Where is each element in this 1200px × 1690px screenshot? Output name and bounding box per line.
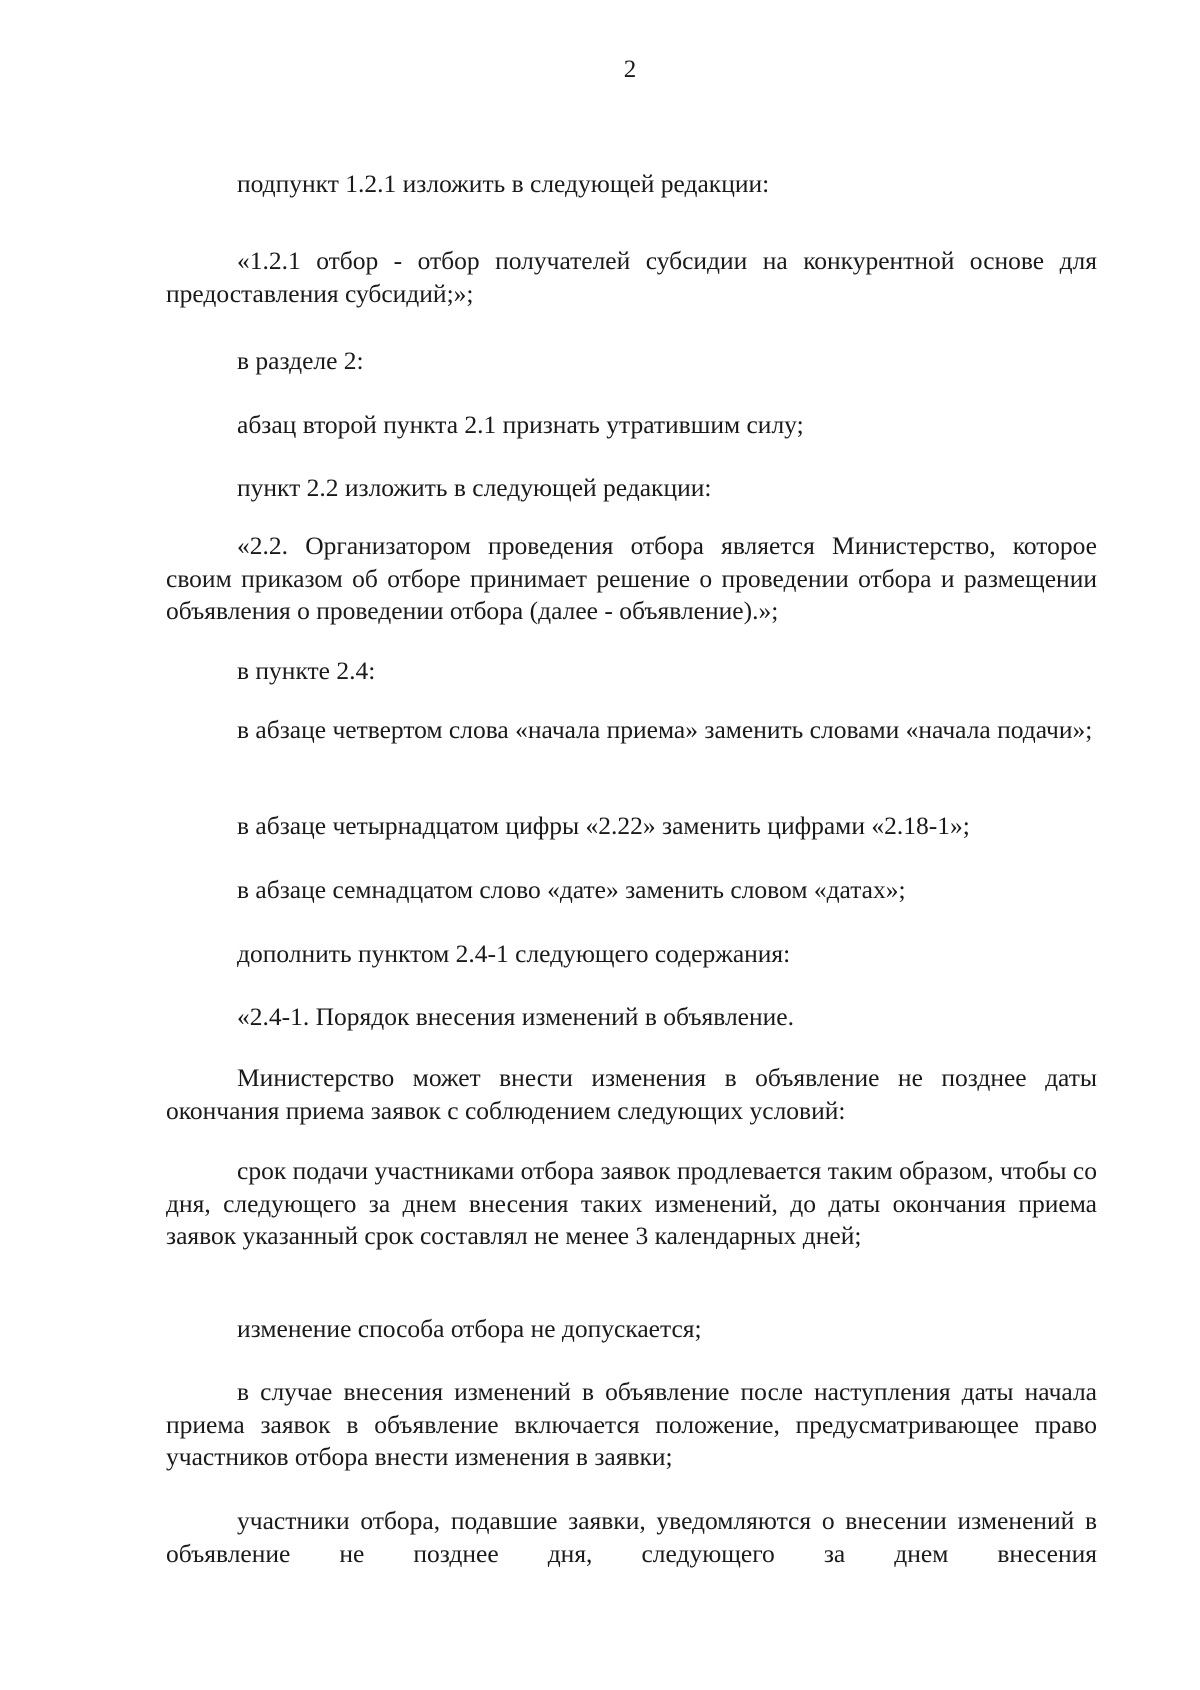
paragraph-10: в абзаце семнадцатом слово «дате» заменить словом «датах»; [237, 875, 906, 904]
paragraph-4: абзац второй пункта 2.1 признать утратившим силу; [237, 410, 804, 439]
paragraph-15: изменение способа отбора не допускается; [237, 1314, 702, 1343]
paragraph-11: дополнить пунктом 2.4-1 следующего содержания: [237, 939, 791, 968]
paragraph-6: «2.2. Организатором проведения отбора является Министерство, которое своим приказом об отборе принимает решение о проведении отбора и размещении объявления о проведении отбора (далее - объявление).»; [166, 531, 1097, 625]
paragraph-5: пункт 2.2 изложить в следующей редакции: [237, 473, 712, 502]
paragraph-8: в абзаце четвертом слова «начала приема» заменить словами «начала подачи»; [237, 715, 1093, 744]
paragraph-2: «1.2.1 отбор - отбор получателей субсидии на конкурентной основе для предоставления субсидий;»; [166, 246, 1097, 308]
paragraph-14: срок подачи участниками отбора заявок продлевается таким образом, чтобы со дня, следующего за днем внесения таких изменений, до даты окончания приема заявок указанный срок составлял не менее 3 календарных дней; [166, 1156, 1097, 1250]
paragraph-7: в пункте 2.4: [237, 656, 376, 685]
paragraph-3: в разделе 2: [237, 346, 364, 375]
paragraph-12: «2.4-1. Порядок внесения изменений в объявление. [237, 1002, 794, 1031]
paragraph-1: подпункт 1.2.1 изложить в следующей редакции: [237, 169, 770, 198]
page-number: 2 [623, 56, 637, 83]
paragraph-13: Министерство может внести изменения в объявление не позднее даты окончания приема заявок с соблюдением следующих условий: [166, 1063, 1097, 1125]
paragraph-17: участники отбора, подавшие заявки, уведомляются о внесении изменений в объявление не позднее дня, следующего за днем внесения [166, 1506, 1097, 1568]
paragraph-16: в случае внесения изменений в объявление после наступления даты начала приема заявок в объявление включается положение, предусматривающее право участников отбора внести изменения в заявки; [166, 1377, 1097, 1471]
paragraph-9: в абзаце четырнадцатом цифры «2.22» заменить цифрами «2.18-1»; [237, 811, 970, 840]
